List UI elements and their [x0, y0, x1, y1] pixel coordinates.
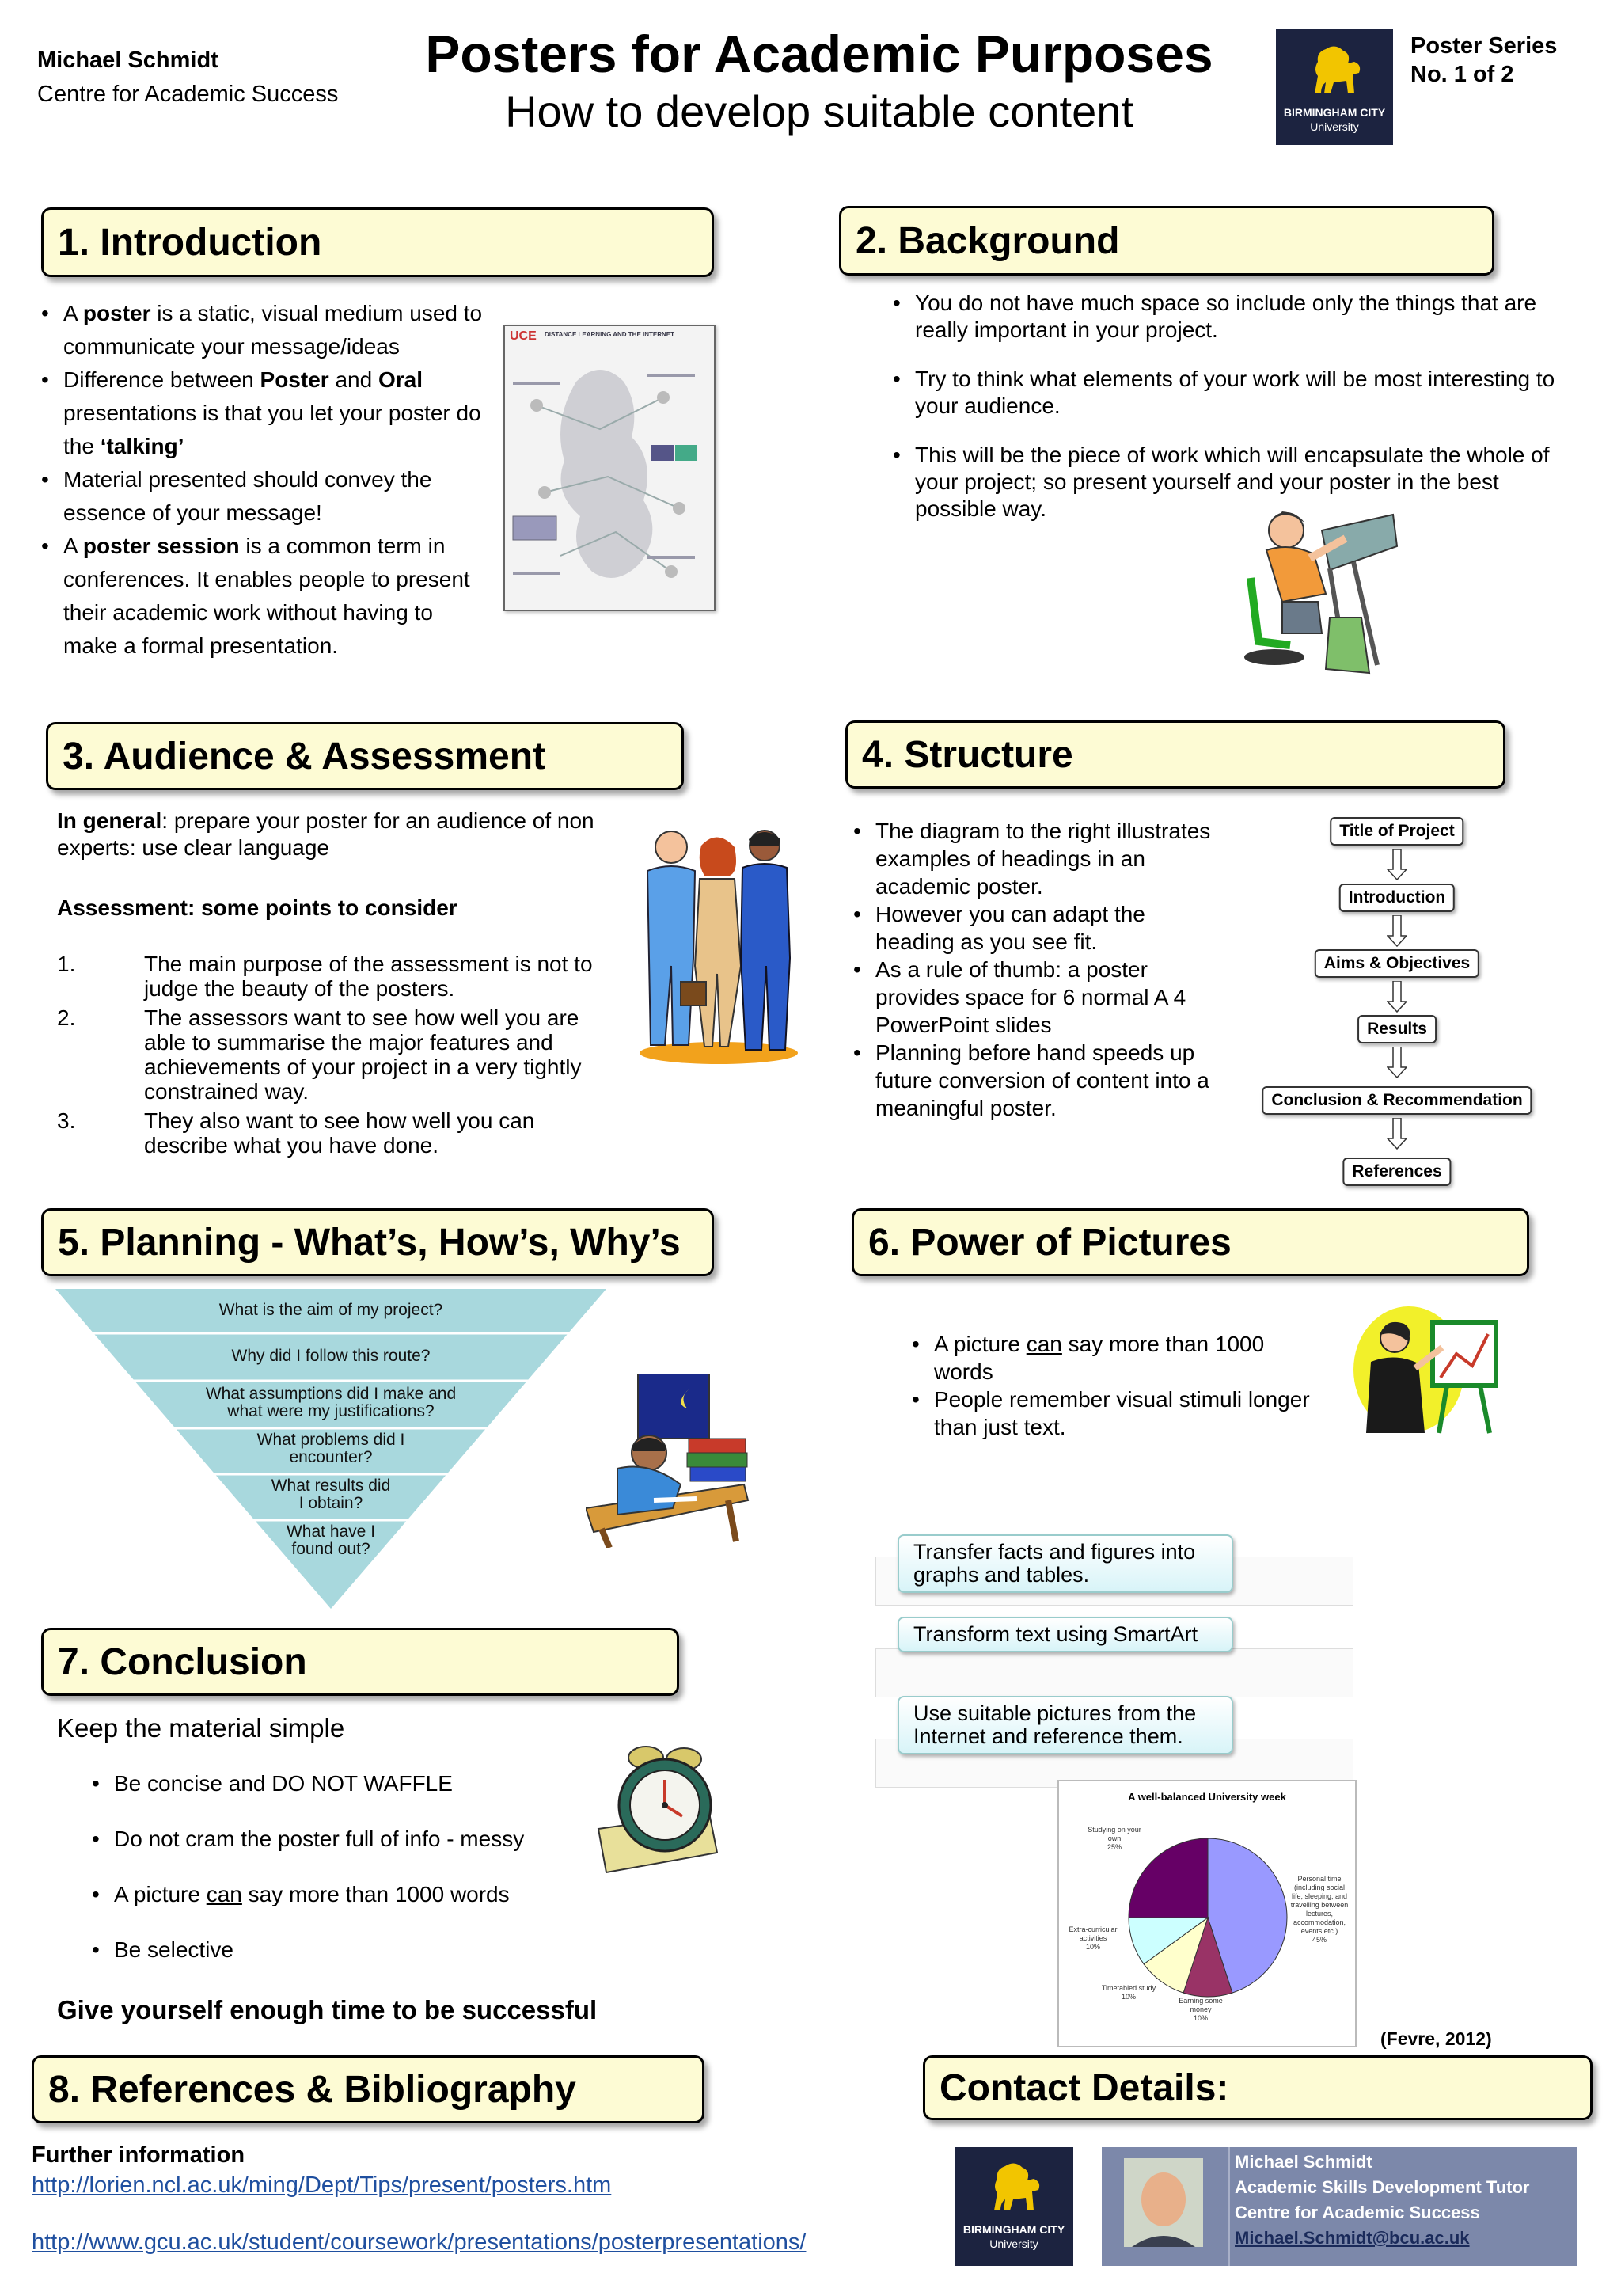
slice-label-timetabled: Timetabled study 10% [1101, 1984, 1156, 2001]
smartart-backdrop [875, 1648, 1353, 1697]
section-6-heading: 6. Power of Pictures [852, 1208, 1529, 1276]
flow-step: Introduction [1339, 884, 1455, 912]
university-logo [1276, 29, 1393, 145]
slice-label-studying: Studying on your own 25% [1088, 1826, 1141, 1851]
chart-title: A well-balanced University week [1128, 1791, 1286, 1803]
logo-line1: BIRMINGHAM CITY [1283, 106, 1386, 119]
logo-line2: University [989, 2237, 1038, 2250]
section-7-heading: 7. Conclusion [41, 1628, 679, 1696]
pyramid-level: What results did I obtain? [271, 1477, 391, 1512]
drafting-person-image [1235, 499, 1401, 681]
presenter-image [1353, 1306, 1504, 1441]
contact-panel [1102, 2147, 1577, 2266]
slice-label-personal: Personal time (including social life, sleeping, and travelling between lectures, accommodation, events etc.) 45% [1290, 1875, 1349, 1944]
pictures-bullet: • A picture can say more than 1000 words [910, 1330, 1322, 1386]
section-2-heading: 2. Background [839, 206, 1494, 276]
chart-citation: (Fevre, 2012) [1380, 2028, 1492, 2049]
section-8-heading: 8. References & Bibliography [32, 2055, 704, 2123]
contact-university-logo [955, 2147, 1073, 2266]
contact-dept: Centre for Academic Success [1235, 2203, 1480, 2222]
contact-role: Academic Skills Development Tutor [1235, 2177, 1530, 2197]
pyramid-level: What is the aim of my project? [218, 1301, 443, 1319]
logo-line2: University [1310, 120, 1359, 133]
intro-bullet: • A poster is a static, visual medium used to communicate your message/ideas [40, 297, 483, 363]
further-info-label: Further information [32, 2142, 245, 2168]
flow-step: Title of Project [1330, 817, 1463, 846]
pie-chart-frame [1057, 1780, 1357, 2047]
down-arrow-icon [1387, 1118, 1407, 1150]
structure-bullets [852, 817, 1224, 1122]
background-bullet: • This will be the piece of work which will encapsulate the whole of your project; so present yourself and your poster in the best possible way. [891, 442, 1572, 523]
pictures-bullets [910, 1330, 1322, 1441]
down-arrow-icon [1387, 981, 1407, 1013]
pyramid-level: What problems did I encounter? [256, 1431, 405, 1466]
flow-step: Conclusion & Recommendation [1262, 1086, 1532, 1115]
background-bullet: • Try to think what elements of your work will be most interesting to your audience. [891, 366, 1572, 420]
conclusion-bullet: • Do not cram the poster full of info - messy [90, 1826, 597, 1853]
smartart-item: Transform text using SmartArt [898, 1617, 1233, 1652]
conclusion-bullet: • A picture can say more than 1000 words [90, 1881, 597, 1908]
slice-label-extracurricular: Extra-curricular activities 10% [1069, 1925, 1118, 1951]
contact-heading: Contact Details: [923, 2055, 1593, 2120]
flow-step: Results [1357, 1015, 1437, 1043]
intro-bullet: • A poster session is a common term in conferences. It enables people to present their academic work without having to make a formal presentation. [40, 530, 483, 663]
down-arrow-icon [1387, 915, 1407, 947]
conclusion-closing: Give yourself enough time to be successful [57, 1995, 598, 2024]
person-photo-image [1124, 2158, 1203, 2247]
smartart-item: Use suitable pictures from the Internet and reference them. [898, 1696, 1233, 1754]
poster-thumbnail [503, 325, 716, 611]
contact-name: Michael Schmidt [1235, 2152, 1372, 2172]
flow-step: References [1342, 1158, 1451, 1186]
down-arrow-icon [1387, 849, 1407, 880]
contact-email-link[interactable]: Michael.Schmidt@bcu.ac.uk [1235, 2228, 1470, 2248]
contact-photo [1124, 2158, 1203, 2247]
student-studying-image [586, 1374, 752, 1548]
audience-general: In general: prepare your poster for an audience of non experts: use clear language [57, 808, 594, 860]
business-people-image [632, 823, 806, 1069]
author-name: Michael Schmidt [37, 48, 218, 73]
pyramid-level: What have I found out? [286, 1522, 376, 1558]
assessment-heading: Assessment: some points to consider [57, 895, 457, 920]
thumbnail-title: DISTANCE LEARNING AND THE INTERNET [545, 331, 674, 338]
smartart-item: Transfer facts and figures into graphs and tables. [898, 1534, 1233, 1593]
flow-step: Aims & Objectives [1315, 949, 1479, 978]
section-1-heading: 1. Introduction [41, 207, 714, 277]
thumbnail-map-image [505, 350, 714, 608]
planning-pyramid [55, 1289, 606, 1609]
section-5-heading: 5. Planning - What’s, How’s, Why’s [41, 1208, 714, 1276]
background-bullet: • You do not have much space so include only the things that are really important in your project. [891, 290, 1572, 344]
intro-bullet: • Material presented should convey the essence of your message! [40, 463, 483, 530]
structure-bullet: • As a rule of thumb: a poster provides space for 6 normal A 4 PowerPoint slides [852, 956, 1224, 1039]
thumbnail-logo: UCE [510, 329, 537, 343]
alarm-clock-icon [590, 1734, 725, 1884]
reference-link-gcu[interactable]: http://www.gcu.ac.uk/student/coursework/presentations/posterpresentations/ [32, 2229, 807, 2255]
intro-bullet: • Difference between Poster and Oral presentations is that you let your poster do the ‘talking’ [40, 363, 483, 463]
structure-bullet: • However you can adapt the heading as you see fit. [852, 900, 1224, 956]
section-3-heading: 3. Audience & Assessment [46, 722, 684, 790]
structure-bullet: • The diagram to the right illustrates examples of headings in an academic poster. [852, 817, 1224, 900]
structure-flowchart [1235, 811, 1559, 1199]
pictures-bullet: • People remember visual stimuli longer than just text. [910, 1386, 1322, 1441]
conclusion-bullet: • Be concise and DO NOT WAFFLE [90, 1770, 597, 1797]
series-line2: No. 1 of 2 [1410, 62, 1514, 87]
author-dept: Centre for Academic Success [37, 82, 339, 107]
page-subtitle: How to develop suitable content [505, 86, 1133, 136]
assessment-list [57, 952, 611, 1162]
reference-link-ncl[interactable]: http://lorien.ncl.ac.uk/ming/Dept/Tips/present/posters.htm [32, 2172, 612, 2198]
assessment-item: 3. They also want to see how well you can describe what you have done. [57, 1108, 535, 1158]
section-4-heading: 4. Structure [845, 720, 1505, 789]
background-bullets [891, 290, 1572, 523]
pyramid-level: Why did I follow this route? [231, 1347, 431, 1365]
structure-bullet: • Planning before hand speeds up future conversion of content into a meaningful poster. [852, 1039, 1224, 1122]
down-arrow-icon [1387, 1047, 1407, 1078]
assessment-item: 1. The main purpose of the assessment is not to judge the beauty of the posters. [57, 952, 593, 1001]
slice-label-earning: Earning some money 10% [1179, 1997, 1223, 2022]
assessment-item: 2. The assessors want to see how well you are able to summarise the major features and achievements of your project in a very tightly constrained way. [57, 1005, 582, 1104]
conclusion-bullets [90, 1770, 597, 1963]
conclusion-intro: Keep the material simple [57, 1713, 345, 1743]
lion-icon [978, 2155, 1050, 2218]
conclusion-bullet: • Be selective [90, 1937, 597, 1963]
page-title: Posters for Academic Purposes [425, 25, 1213, 83]
intro-bullets [40, 297, 483, 663]
logo-line1: BIRMINGHAM CITY [962, 2223, 1065, 2236]
series-line1: Poster Series [1410, 33, 1558, 59]
lion-icon [1299, 38, 1370, 101]
pyramid-level: What assumptions did I make and what were my justifications? [205, 1385, 457, 1420]
